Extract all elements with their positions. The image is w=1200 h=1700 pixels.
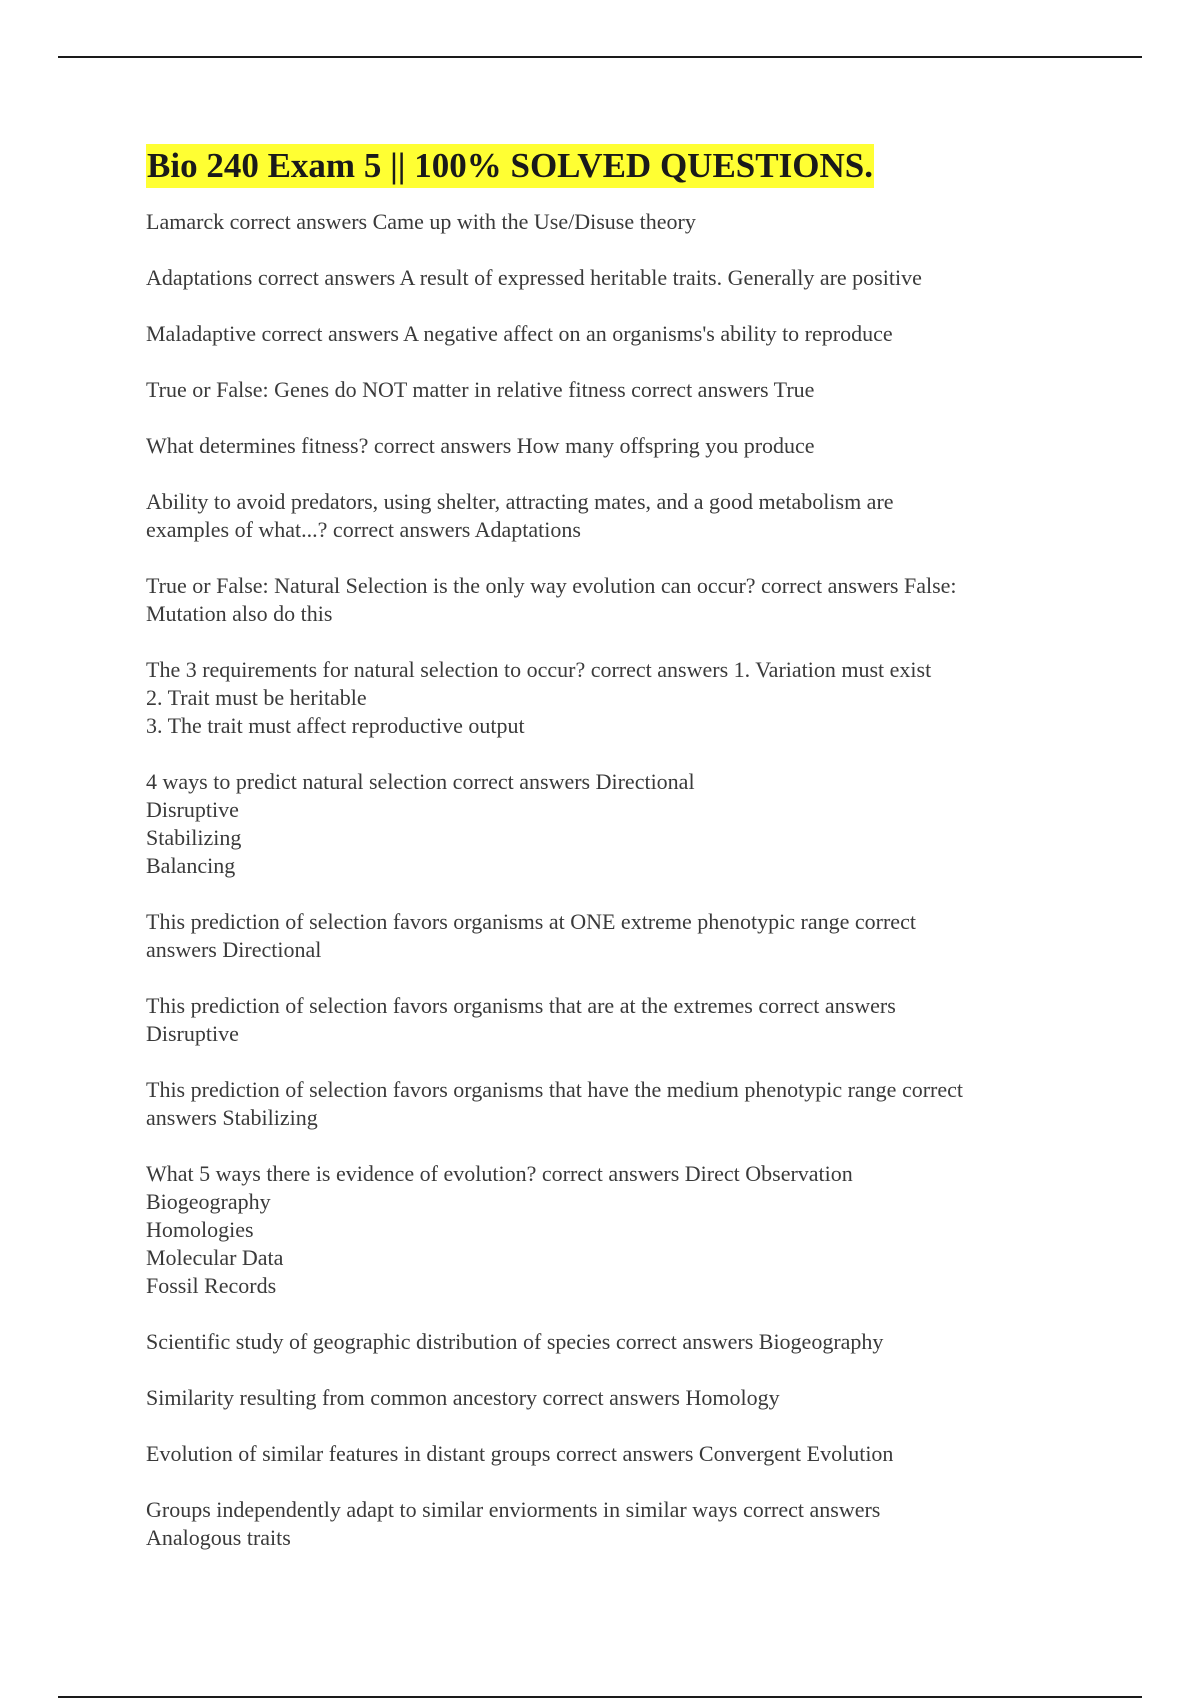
qa-entry-biogeography: Scientific study of geographic distribution of species correct answers Biogeography bbox=[146, 1329, 884, 1354]
qa-entry-evidence-evolution: What 5 ways there is evidence of evolution? correct answers Direct Observation Biogeography Homologies Molecular Data Fossil Records bbox=[146, 1161, 853, 1298]
qa-entry-lamarck: Lamarck correct answers Came up with the Use/Disuse theory bbox=[146, 209, 696, 234]
document-body bbox=[146, 144, 1066, 1580]
qa-entry-disruptive: This prediction of selection favors organisms that are at the extremes correct answers Disruptive bbox=[146, 993, 896, 1046]
qa-entry-three-requirements: The 3 requirements for natural selection to occur? correct answers 1. Variation must exist 2. Trait must be heritable 3. The trait must affect reproductive output bbox=[146, 657, 932, 738]
qa-entry-convergent: Evolution of similar features in distant groups correct answers Convergent Evolution bbox=[146, 1441, 894, 1466]
qa-entry-analogous: Groups independently adapt to similar enviorments in similar ways correct answers Analogous traits bbox=[146, 1497, 881, 1550]
qa-entry-directional: This prediction of selection favors organisms at ONE extreme phenotypic range correct answers Directional bbox=[146, 909, 916, 962]
qa-entry-genes-fitness: True or False: Genes do NOT matter in relative fitness correct answers True bbox=[146, 377, 815, 402]
qa-entry-examples-adaptations: Ability to avoid predators, using shelter, attracting mates, and a good metabolism are examples of what...? correct answers Adaptations bbox=[146, 489, 894, 542]
qa-entry-four-ways: 4 ways to predict natural selection correct answers Directional Disruptive Stabilizing Balancing bbox=[146, 769, 695, 878]
bottom-horizontal-rule bbox=[58, 1696, 1142, 1698]
qa-entry-stabilizing: This prediction of selection favors organisms that have the medium phenotypic range correct answers Stabilizing bbox=[146, 1077, 964, 1130]
qa-entry-natural-selection-only: True or False: Natural Selection is the only way evolution can occur? correct answers False: Mutation also do this bbox=[146, 573, 957, 626]
qa-list bbox=[146, 208, 1066, 1552]
top-horizontal-rule bbox=[58, 56, 1142, 58]
qa-entry-fitness: What determines fitness? correct answers How many offspring you produce bbox=[146, 433, 815, 458]
qa-entry-adaptations: Adaptations correct answers A result of expressed heritable traits. Generally are positive bbox=[146, 265, 922, 290]
document-title: Bio 240 Exam 5 || 100% SOLVED QUESTIONS. bbox=[146, 144, 874, 188]
qa-entry-homology: Similarity resulting from common ancestory correct answers Homology bbox=[146, 1385, 780, 1410]
qa-entry-maladaptive: Maladaptive correct answers A negative affect on an organisms's ability to reproduce bbox=[146, 321, 893, 346]
